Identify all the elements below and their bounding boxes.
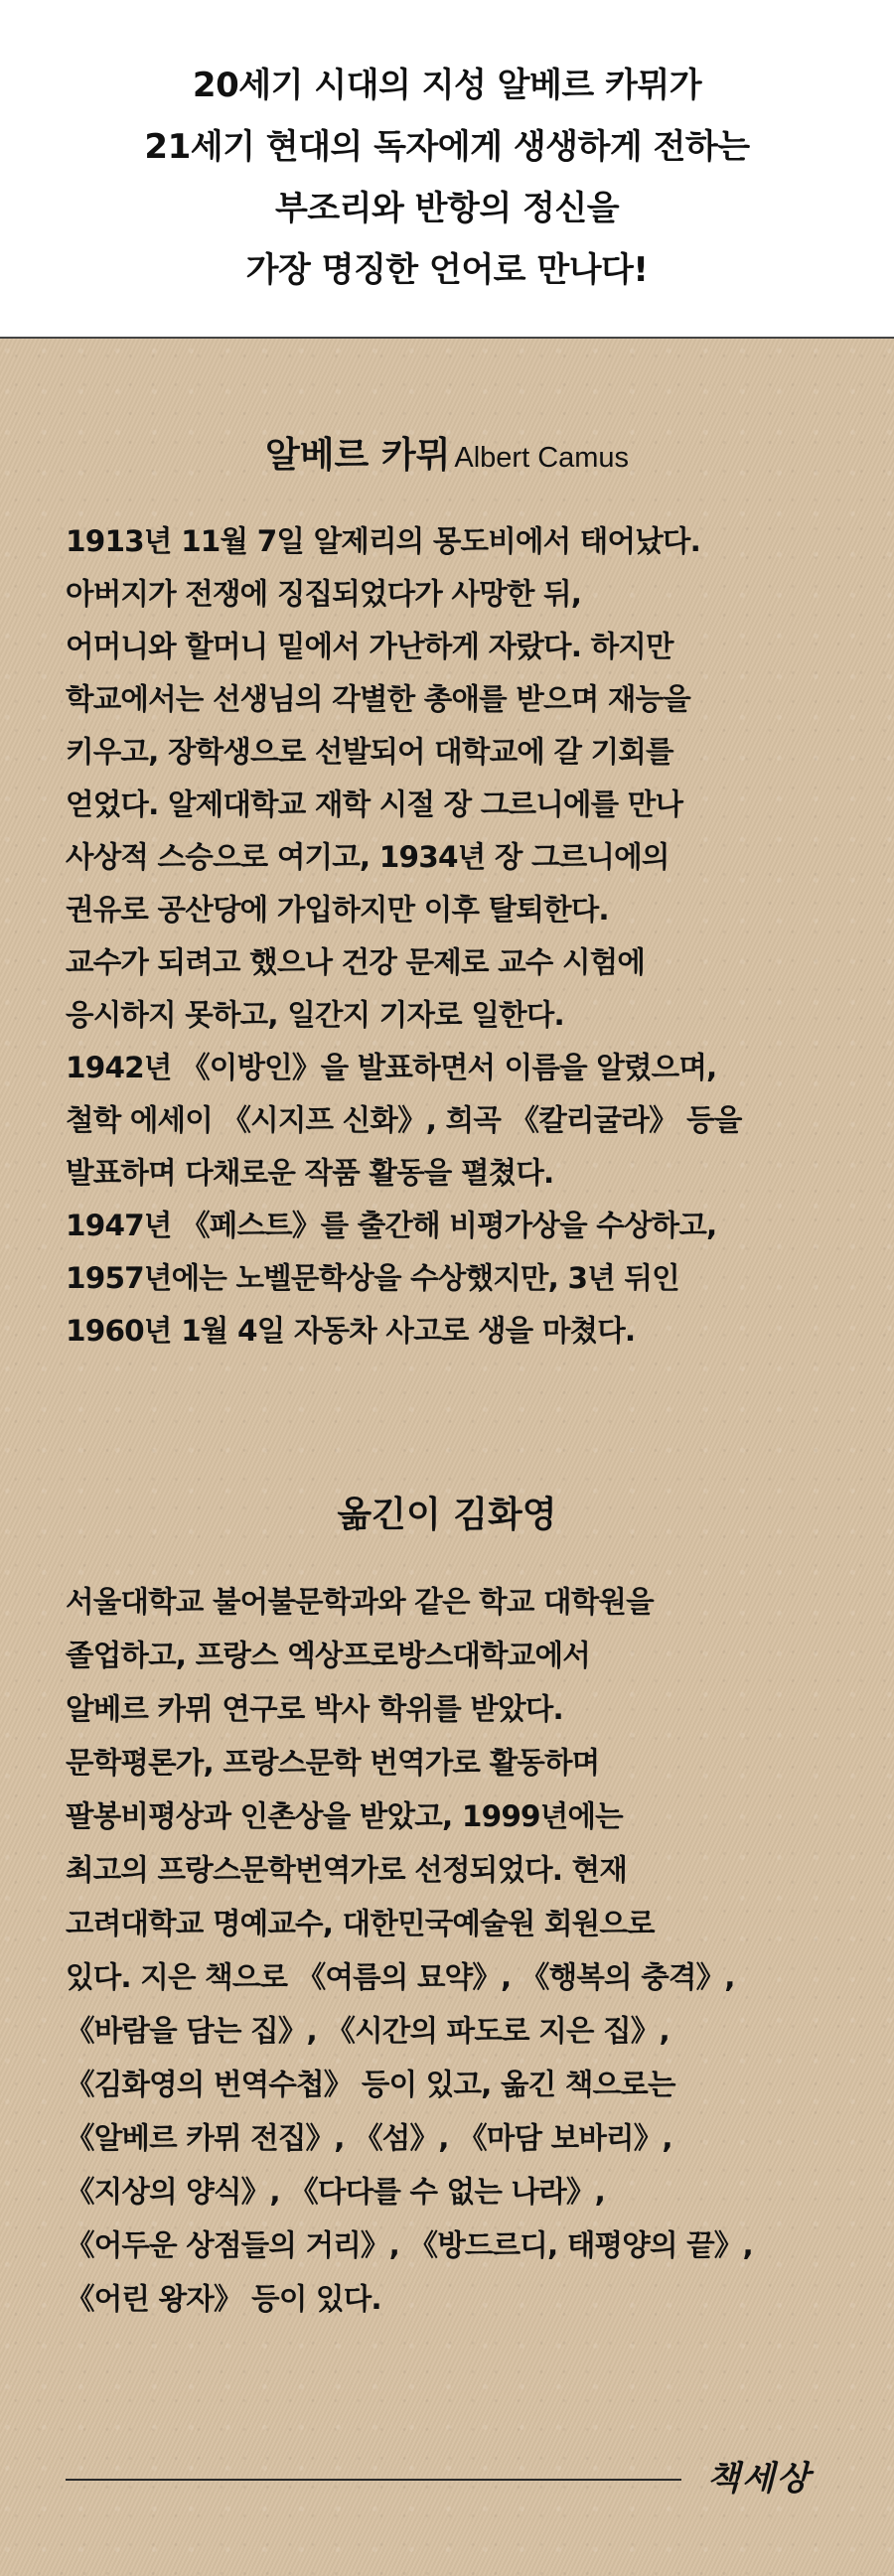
- header-line: 20세기 시대의 지성 알베르 카뮈가: [192, 66, 702, 105]
- author-name-korean: 알베르 카뮈: [264, 435, 451, 476]
- author-bio-line: 1913년 11월 7일 알제리의 몽도비에서 태어났다.: [66, 524, 700, 558]
- author-bio-line: 1947년 《페스트》를 출간해 비평가상을 수상하고,: [66, 1209, 717, 1242]
- header-line: 21세기 현대의 독자에게 생생하게 전하는: [144, 127, 750, 167]
- translator-bio-line: 《어린 왕자》 등이 있다.: [66, 2282, 381, 2316]
- translator-bio-line: 《김화영의 번역수첩》 등이 있고, 옮긴 책으로는: [66, 2068, 675, 2101]
- translator-bio-line: 《바람을 담는 집》, 《시간의 파도로 지은 집》,: [66, 2014, 670, 2048]
- author-bio-line: 발표하며 다채로운 작품 활동을 펼쳤다.: [66, 1156, 554, 1190]
- author-bio-line: 1957년에는 노벨문학상을 수상했지만, 3년 뒤인: [66, 1261, 679, 1295]
- translator-bio-line: 최고의 프랑스문학번역가로 선정되었다. 현재: [66, 1853, 628, 1887]
- header-line: 가장 명징한 언어로 만나다!: [245, 250, 649, 290]
- author-bio-line: 아버지가 전쟁에 징집되었다가 사망한 뒤,: [66, 577, 582, 611]
- translator-bio-line: 《어두운 상점들의 거리》, 《방드르디, 태평양의 끝》,: [66, 2228, 753, 2262]
- translator-bio-line: 알베르 카뮈 연구로 박사 학위를 받았다.: [66, 1692, 563, 1726]
- author-bio-line: 사상적 스승으로 여기고, 1934년 장 그르니에의: [66, 840, 670, 874]
- translator-bio-line: 서울대학교 불어불문학과와 같은 학교 대학원을: [66, 1585, 654, 1619]
- header-line: 부조리와 반항의 정신을: [274, 189, 620, 228]
- footer-divider: [66, 2479, 681, 2481]
- header-banner: [0, 0, 894, 339]
- translator-bio-line: 고려대학교 명예교수, 대한민국예술원 회원으로: [66, 1907, 655, 1940]
- author-bio-line: 얻었다. 알제대학교 재학 시절 장 그르니에를 만나: [66, 787, 683, 821]
- translator-bio-line: 있다. 지은 책으로 《여름의 묘약》, 《행복의 충격》,: [66, 1960, 735, 1994]
- author-bio-line: 응시하지 못하고, 일간지 기자로 일한다.: [66, 998, 564, 1032]
- author-bio-line: 권유로 공산당에 가입하지만 이후 탈퇴한다.: [66, 893, 609, 927]
- author-bio-line: 키우고, 장학생으로 선발되어 대학교에 갈 기회를: [66, 735, 673, 769]
- author-bio-line: 교수가 되려고 했으나 건강 문제로 교수 시험에: [66, 945, 646, 979]
- author-bio-line: 1960년 1월 4일 자동차 사고로 생을 마쳤다.: [66, 1314, 636, 1348]
- author-name-english: Albert Camus: [454, 442, 630, 474]
- author-bio-line: 1942년 《이방인》을 발표하면서 이름을 알렸으며,: [66, 1051, 717, 1084]
- translator-bio-line: 팔봉비평상과 인촌상을 받았고, 1999년에는: [66, 1799, 623, 1833]
- author-bio-line: 어머니와 할머니 밑에서 가난하게 자랐다. 하지만: [66, 630, 673, 663]
- author-bio-line: 철학 에세이 《시지프 신화》, 희곡 《칼리굴라》 등을: [66, 1103, 742, 1137]
- author-title: [0, 427, 894, 478]
- author-bio-line: 학교에서는 선생님의 각별한 총애를 받으며 재능을: [66, 682, 690, 716]
- translator-bio-line: 《알베르 카뮈 전집》, 《섬》, 《마담 보바리》,: [66, 2121, 672, 2155]
- translator-title: 옮긴이 김화영: [337, 1495, 557, 1535]
- translator-bio-line: 문학평론가, 프랑스문학 번역가로 활동하며: [66, 1746, 600, 1780]
- translator-bio-line: 졸업하고, 프랑스 엑상프로방스대학교에서: [66, 1639, 590, 1672]
- translator-bio-line: 《지상의 양식》, 《다다를 수 없는 나라》,: [66, 2175, 606, 2209]
- publisher-logo: 책세상: [707, 2459, 812, 2499]
